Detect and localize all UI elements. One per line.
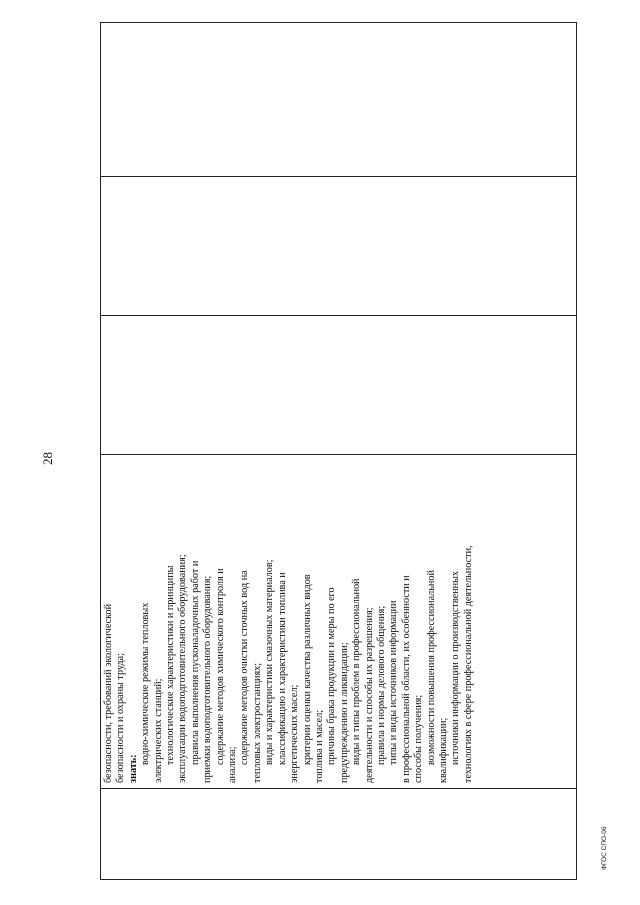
content-line: источники информации о производственных	[450, 570, 462, 765]
content-line: топлива и масел;	[313, 709, 325, 783]
page-number: 28	[40, 452, 55, 465]
content-line: анализа;	[227, 746, 239, 783]
content-line: содержание методов химического контроля и	[214, 568, 226, 765]
content-line: приемки водоподготовительного оборудования;	[202, 575, 214, 783]
hours-cell-2	[101, 177, 577, 316]
hours-cell	[101, 316, 577, 455]
content-line: деятельности и способы их разрешения;	[363, 607, 375, 783]
content-line: эксплуатации водоподготовительного оборудования;	[177, 554, 189, 783]
content-line: технологические характеристики и принципы	[165, 565, 177, 765]
content-line: водно-химические режимы тепловых	[140, 602, 152, 765]
content-line: электрических станций;	[152, 678, 164, 783]
content-lines	[103, 458, 475, 783]
content-line: правила выполнения пусконаладочных работ и	[189, 560, 201, 765]
content-line: классификацию и характеристики топлива и	[276, 572, 288, 765]
content-line: типы и виды источников информации	[388, 600, 400, 765]
content-line: правила и нормы делового общения;	[375, 605, 387, 765]
content-line: энергетических масел;	[289, 684, 301, 783]
content-line: причины брака продукции и меры по его	[326, 587, 338, 765]
content-line: безопасности, требований экологической	[103, 603, 114, 783]
content-line: тепловых электростанциях;	[251, 662, 263, 783]
content-line: виды и типы проблем в профессиональной	[351, 578, 363, 765]
content-line: безопасности и охраны труда;	[115, 653, 127, 783]
content-line: предупреждению и ликвидации;	[338, 642, 350, 783]
content-line: технологиях в сфере профессиональной деятельности,	[462, 545, 474, 783]
discipline-cell	[101, 23, 577, 177]
content-line: в профессиональной области, их особенности и	[400, 575, 412, 783]
content-line: квалификации;	[437, 717, 449, 783]
content-line: возможности повышения профессиональной	[425, 570, 437, 765]
content-line: способы получения;	[413, 694, 425, 783]
content-cell	[101, 455, 577, 789]
table-row	[101, 23, 577, 880]
code-cell	[101, 789, 577, 880]
content-line: критерии оценки качества различных видов	[301, 574, 313, 765]
content-line: содержание методов очистки сточных вод на	[239, 570, 251, 765]
content-line: знать:	[127, 754, 139, 783]
footer-code: ФГОС СПО-06	[601, 826, 608, 870]
standards-table	[100, 22, 577, 880]
content-line: виды и характеристики смазочных материалов;	[264, 559, 276, 765]
